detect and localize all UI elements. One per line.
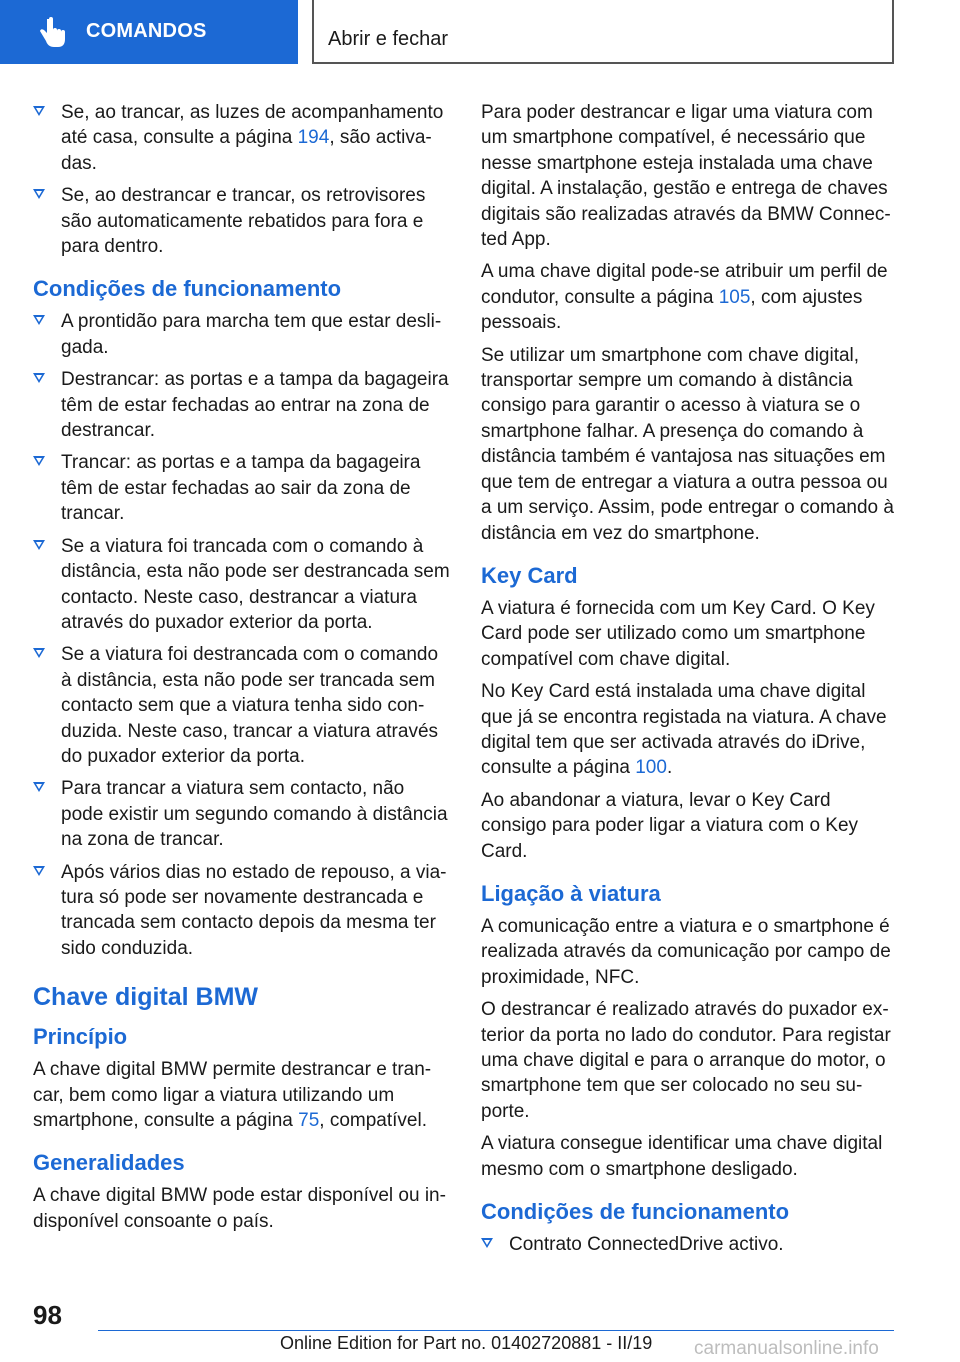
triangle-bullet-icon [33,189,45,199]
section-heading: Generalidades [33,1150,185,1176]
page-number: 98 [33,1300,62,1330]
section-heading: Ligação à viatura [481,880,661,906]
triangle-bullet-icon [33,373,45,383]
watermark: carmanualsonline.info [694,1338,879,1359]
chapter-heading: Chave digital BMW [33,983,259,1012]
breadcrumb [312,0,894,64]
paragraph: A viatura é fornecida com um Key Card. O Key Card pode ser utilizado como um smartphone compatível com chave digital. [481,597,875,670]
list-item: Se, ao trancar, as luzes de acompanhamento até casa, consulte a página 194, são activa-das. [33,100,451,176]
paragraph: Ao abandonar a viatura, levar o Key Card consigo para poder ligar a viatura com o Key Card. [481,789,859,862]
section-heading: Key Card [481,562,578,588]
hand-pointer-icon [38,17,68,49]
paragraph: A viatura consegue identificar uma chave digital mesmo com o smartphone desligado. [481,1133,883,1180]
footer-edition: Online Edition for Part no. 01402720881 - II/19 [280,1333,653,1353]
list-item: Destrancar: as portas e a tampa da bagageira têm de estar fechadas ao entrar na zona de destrancar. [33,367,451,443]
list-item: Se, ao destrancar e trancar, os retrovisores são automaticamente rebatidos para fora e para dentro. [33,183,451,259]
triangle-bullet-icon [33,540,45,550]
paragraph: Para poder destrancar e ligar uma viatura com um smartphone compatível, é necessário que nesse smartphone esteja instalada uma chave digital. A instalação, gestão e entrega de chaves digitais são realizadas através da BMW Connec-ted App. [481,102,891,251]
triangle-bullet-icon [33,782,45,792]
list-item: Se a viatura foi destrancada com o comando à distância, esta não pode ser trancada sem contacto sem que a viatura tenha sido con-duzida. Neste caso, trancar a viatura através do puxador exterior da porta. [33,642,451,769]
breadcrumb-label: Abrir e fechar [328,28,449,50]
section-heading: Princípio [33,1024,128,1050]
page-reference-link[interactable]: 194 [297,127,330,149]
conditions-bullet-list [481,1232,899,1257]
section-heading: Condições de funcionamento [481,1199,790,1225]
list-item: Contrato ConnectedDrive activo. [481,1232,899,1257]
triangle-bullet-icon [33,456,45,466]
section-tab-label: COMANDOS [86,20,207,42]
triangle-bullet-icon [33,106,45,116]
list-item: A prontidão para marcha tem que estar desli-gada. [33,309,451,360]
triangle-bullet-icon [33,648,45,658]
paragraph: A chave digital BMW pode estar disponível ou in-disponível consoante o país. [33,1185,446,1232]
list-item: Se a viatura foi trancada com o comando à distância, esta não pode ser destrancada sem contacto. Neste caso, destrancar a viatura através do puxador exterior da porta. [33,534,451,636]
list-item: Trancar: as portas e a tampa da bagageira têm de estar fechadas ao sair da zona de trancar. [33,450,451,526]
triangle-bullet-icon [33,866,45,876]
paragraph: O destrancar é realizado através do puxador ex-terior da porta no lado do condutor. Para registar uma chave digital e para o arranque do motor, o smartphone tem que ser colocado no seu su-porte. [481,999,891,1122]
list-item: Após vários dias no estado de repouso, a via-tura só pode ser novamente destrancada e trancada sem contacto depois da mesma ter sido conduzida. [33,860,451,962]
section-heading: Condições de funcionamento [33,276,342,302]
footer-divider [98,1330,894,1331]
page-reference-link[interactable]: 105 [718,286,751,308]
list-item: Para trancar a viatura sem contacto, não pode existir um segundo comando à distância na zona de trancar. [33,776,451,852]
paragraph: Se utilizar um smartphone com chave digital, transportar sempre um comando à distância consigo para garantir o acesso à viatura se o smartphone falhar. A presença do comando à distância também é vantajosa nas situações em que tem de entregar a viatura a outra pessoa ou a um serviço. Assim, pode entregar o comando à distância em vez do smartphone. [481,344,894,544]
paragraph: A comunicação entre a viatura e o smartphone é realizada através da comunicação por campo de proximidade, NFC. [481,915,891,988]
right-column [481,100,899,1264]
page-reference-link[interactable]: 75 [298,1110,320,1131]
paragraph: A chave digital BMW permite destrancar e tran-car, bem como ligar a viatura utilizando um smartphone, consulte a página 75, compatível. [33,1059,432,1131]
conditions-bullet-list [33,309,451,961]
triangle-bullet-icon [481,1238,493,1248]
triangle-bullet-icon [33,315,45,325]
left-column [33,100,451,1241]
intro-bullet-list [33,100,451,259]
section-tab [0,0,298,64]
page-reference-link[interactable]: 100 [635,757,667,779]
paragraph: A uma chave digital pode-se atribuir um perfil de condutor, consulte a página 105, com ajustes pessoais. [481,261,888,334]
paragraph: No Key Card está instalada uma chave digital que já se encontra registada na viatura. A chave digital tem que ser activada através do iDrive, consulte a página 100. [481,681,887,779]
